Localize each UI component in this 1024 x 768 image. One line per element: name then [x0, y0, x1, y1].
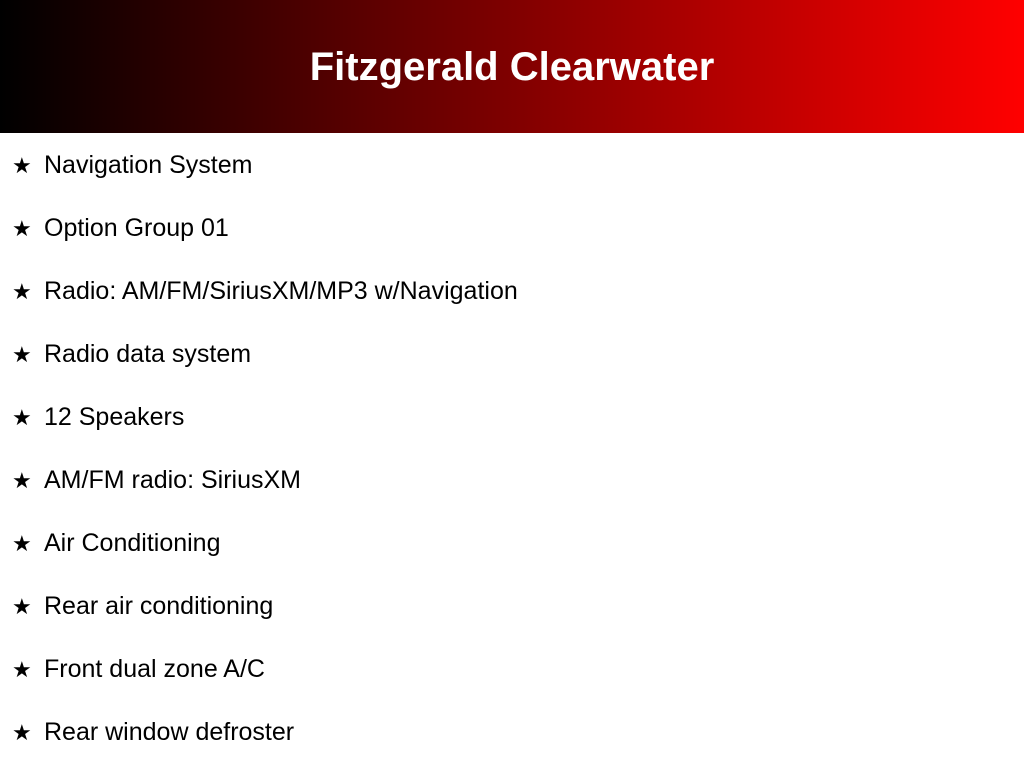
list-item-label: Radio data system [44, 340, 252, 368]
star-bullet-icon: ★ [12, 719, 32, 745]
list-item [0, 512, 1024, 575]
page-title: Fitzgerald Clearwater [309, 44, 715, 89]
feature-list [0, 133, 1024, 764]
list-item [0, 701, 1024, 764]
star-bullet-icon: ★ [12, 530, 32, 556]
list-item [0, 638, 1024, 701]
list-item-label: Front dual zone A/C [44, 655, 265, 683]
list-item-label: Rear air conditioning [44, 592, 274, 620]
list-item [0, 197, 1024, 260]
list-item-label: Rear window defroster [44, 718, 295, 746]
list-item-label: AM/FM radio: SiriusXM [44, 466, 301, 494]
slide-header [0, 0, 1024, 133]
star-bullet-icon: ★ [12, 593, 32, 619]
list-item [0, 323, 1024, 386]
list-item [0, 134, 1024, 197]
star-bullet-icon: ★ [12, 278, 32, 304]
list-item-label: Option Group 01 [44, 214, 229, 242]
star-bullet-icon: ★ [12, 656, 32, 682]
list-item-label: Radio: AM/FM/SiriusXM/MP3 w/Navigation [44, 277, 518, 305]
star-bullet-icon: ★ [12, 152, 32, 178]
star-bullet-icon: ★ [12, 215, 32, 241]
list-item [0, 449, 1024, 512]
star-bullet-icon: ★ [12, 341, 32, 367]
star-bullet-icon: ★ [12, 404, 32, 430]
list-item-label: 12 Speakers [44, 403, 185, 431]
list-item [0, 575, 1024, 638]
list-item-label: Air Conditioning [44, 529, 221, 557]
list-item [0, 260, 1024, 323]
star-bullet-icon: ★ [12, 467, 32, 493]
list-item-label: Navigation System [44, 151, 253, 179]
list-item [0, 386, 1024, 449]
